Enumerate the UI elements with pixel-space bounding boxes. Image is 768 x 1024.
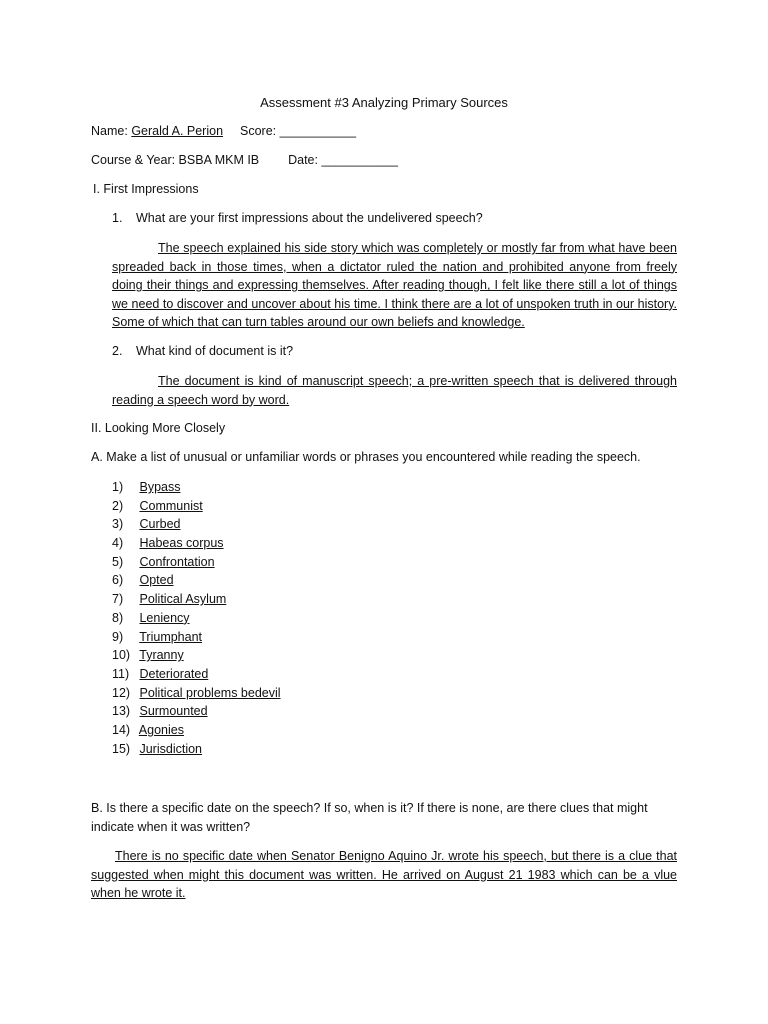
question-a: A. Make a list of unusual or unfamiliar words or phrases you encountered while reading the speech. xyxy=(91,450,641,464)
answer-2-text: The document is kind of manuscript speech; a pre-written speech that is delivered through reading a speech word by word. xyxy=(112,374,677,407)
course-label: Course & Year: BSBA MKM IB xyxy=(91,153,260,167)
list-item: 9) Triumphant xyxy=(112,629,203,644)
question-1-number: 1. xyxy=(112,211,123,225)
list-item: 4) Habeas corpus xyxy=(112,536,224,551)
list-item: 2) Communist xyxy=(112,498,203,513)
answer-1-text: The speech explained his side story which was completely or mostly far from what have been spreaded back in those times, when a dictator ruled the nation and prohibited anyone from freely doing their things and expressing themselves. After reading though, I felt like there still a lot of things we need to discover and uncover about his time. I think there are a lot of unspoken truth in our history. Some of which that can turn tables around our own beliefs and knowledge. xyxy=(112,241,677,330)
answer-b-text: There is no specific date when Senator Benigno Aquino Jr. wrote his speech, but there is a clue that suggested when might this document was written. He arrived on August 21 1983 which can be a vlue when he wrote it. xyxy=(91,849,677,901)
list-item: 11) Deteriorated xyxy=(112,666,209,681)
page-title: Assessment #3 Analyzing Primary Sources xyxy=(260,95,508,110)
list-item: 1) Bypass xyxy=(112,480,181,494)
section1-heading: I. First Impressions xyxy=(93,182,199,196)
section2-heading: II. Looking More Closely xyxy=(91,421,226,435)
list-item: 10) Tyranny xyxy=(112,648,184,663)
list-item: 15) Jurisdiction xyxy=(112,741,203,756)
list-item: 13) Surmounted xyxy=(112,704,208,719)
answer-1 xyxy=(112,239,677,332)
question-2-number: 2. xyxy=(112,344,123,358)
answer-2 xyxy=(112,372,677,409)
name-value: Gerald A. Perion xyxy=(131,124,224,138)
list-item: 7) Political Asylum xyxy=(112,592,227,607)
list-item: 6) Opted xyxy=(112,573,174,588)
list-item: 3) Curbed xyxy=(112,517,181,532)
list-item: 14) Agonies xyxy=(112,722,184,737)
course-line xyxy=(91,153,398,167)
question-1-text: What are your first impressions about the undelivered speech? xyxy=(136,211,483,225)
question-b: B. Is there a specific date on the speech? If so, when is it? If there is none, are there clues that might indicate when it was written? xyxy=(91,801,648,834)
list-item: 12) Political problems bedevil xyxy=(112,685,281,700)
list-item: 8) Leniency xyxy=(112,610,190,625)
score-label: Score: ___________ xyxy=(240,124,357,138)
date-label: Date: ___________ xyxy=(288,153,398,167)
name-label: Name: xyxy=(91,124,128,138)
answer-b xyxy=(91,847,677,903)
question-2 xyxy=(112,344,293,358)
question-1 xyxy=(112,211,483,225)
list-item: 5) Confrontation xyxy=(112,554,215,569)
question-2-text: What kind of document is it? xyxy=(136,344,294,358)
unfamiliar-words-list xyxy=(112,478,281,758)
name-line xyxy=(91,124,356,138)
